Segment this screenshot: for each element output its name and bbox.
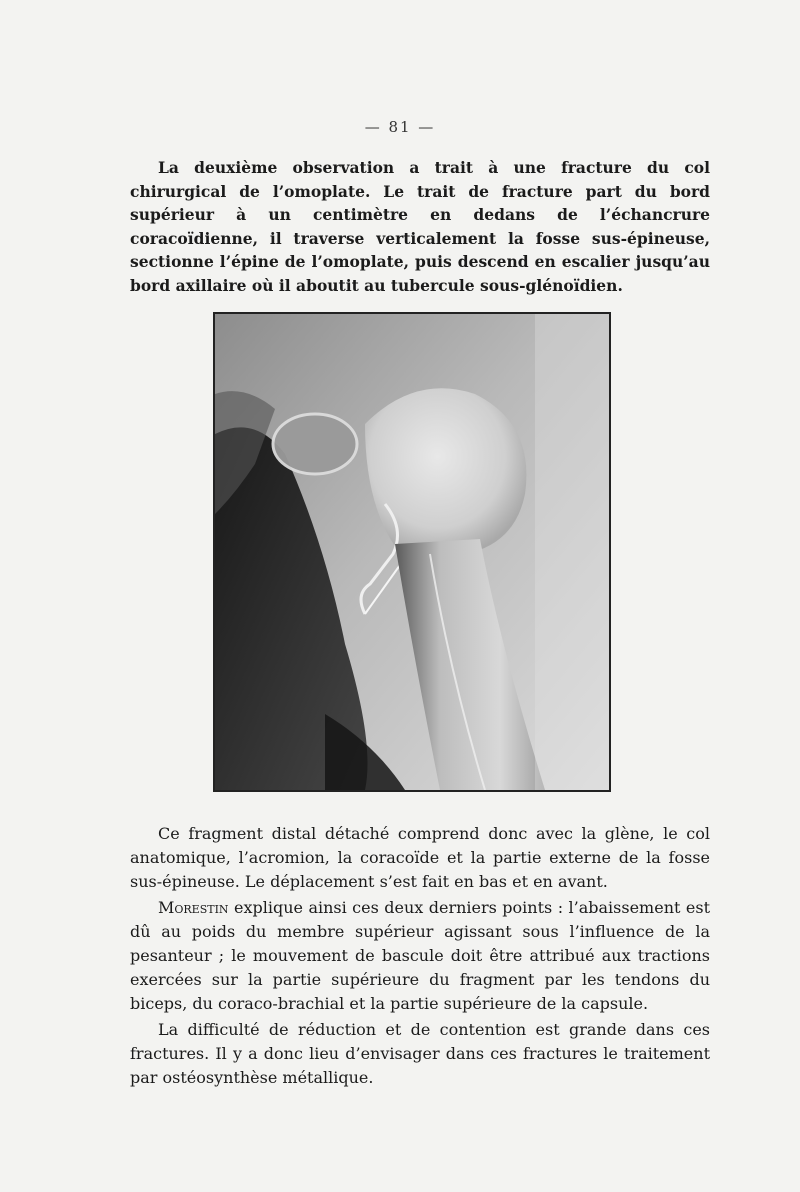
paragraph-block-top [130,156,710,297]
paragraph: La difficulté de réduction et de contention est grande dans ces fractures. Il y a donc lieu d’envisager dans ces fractures le traitement par ostéosynthèse métallique. [130,1020,710,1087]
paragraph [130,896,710,1016]
author-name: Morestin [158,898,229,917]
xray-image [215,314,609,790]
xray-figure [213,312,611,792]
paragraph: Ce fragment distal détaché comprend donc avec la glène, le col anatomique, l’acromion, la coracoïde et la partie externe de la fosse sus-épineuse. Le déplacement s’est fait en bas et en avant. [130,824,710,891]
page-number: — 81 — [364,118,436,136]
paragraph-block-bottom [130,822,710,1090]
paragraph-text: explique ainsi ces deux derniers points : l’abaissement est dû au poids du membre supérieur agissant sous l’influence de la pesanteur ; le mouvement de bascule doit être attribué aux tractions exercées sur la partie supérieure du fragment par les tendons du biceps, du coraco-brachial et la partie supérieure de la capsule. [130,898,710,1013]
paragraph: La deuxième observation a trait à une fracture du col chirurgical de l’omoplate. Le trait de fracture part du bord supérieur à un centimètre en dedans de l’échancrure coracoïdienne, il traverse verticalement la fosse sus-épineuse, sectionne l’épine de l’omoplate, puis descend en escalier jusqu’au bord axillaire où il aboutit au tubercule sous-glénoïdien. [130,158,710,295]
